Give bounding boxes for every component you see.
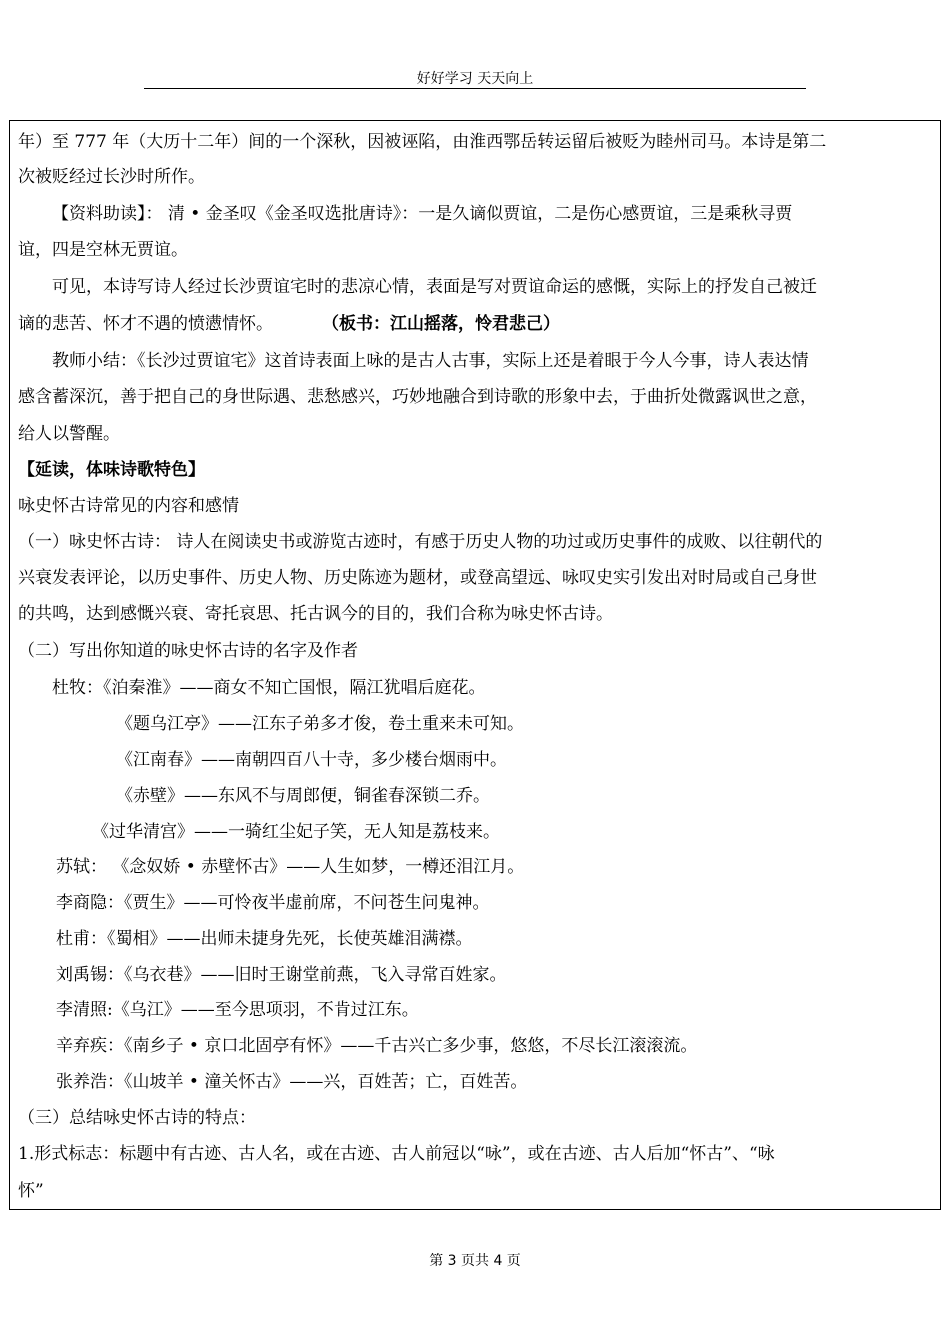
text-line: 怀”: [18, 1181, 44, 1201]
text-line: 给人以警醒。: [18, 424, 120, 444]
board-note: （板书：江山摇落，怜君悲己）: [322, 314, 560, 334]
text-line: 教师小结：《长沙过贾谊宅》这首诗表面上咏的是古人古事，实际上还是着眼于今人今事，诗人表达情: [52, 351, 809, 371]
text-line: 感含蓄深沉，善于把自己的身世际遇、悲愁感兴，巧妙地融合到诗歌的形象中去，于曲折处微露讽世之意，: [18, 387, 817, 407]
poem-line: 刘禹锡：《乌衣巷》——旧时王谢堂前燕，飞入寻常百姓家。: [56, 965, 507, 985]
poem-line: 辛弃疾：《南乡子 • 京口北固亭有怀》——千古兴亡多少事，悠悠，不尽长江滚滚流。: [56, 1036, 698, 1056]
text-line: 年）至 777 年（大历十二年）间的一个深秋，因被诬陷，由淮西鄂岳转运留后被贬为睦州司马。本诗是第二: [18, 132, 827, 152]
text-line: 次被贬经过长沙时所作。: [18, 167, 205, 187]
text-line: （一）咏史怀古诗： 诗人在阅读史书或游览古迹时，有感于历史人物的功过或历史事件的成败、以往朝代的: [18, 532, 823, 552]
poem-line: 杜牧：《泊秦淮》——商女不知亡国恨，隔江犹唱后庭花。: [52, 678, 486, 698]
page-number: 第 3 页共 4 页: [429, 1253, 521, 1269]
text-line: 1.形式标志：标题中有古迹、古人名，或在古迹、古人前冠以“咏”，或在古迹、古人后加“怀古”、“咏: [18, 1144, 775, 1164]
header-rule: [144, 88, 806, 89]
poem-line: 杜甫：《蜀相》——出师未捷身先死，长使英雄泪满襟。: [56, 929, 473, 949]
poem-line: 李清照:《乌江》——至今思项羽，不肯过江东。: [56, 1000, 419, 1020]
text-line: 谪的悲苦、怀才不遇的愤懑情怀。: [18, 314, 273, 334]
text-line: 可见，本诗写诗人经过长沙贾谊宅时的悲凉心情，表面是写对贾谊命运的感慨，实际上的抒发自己被迁: [52, 277, 817, 297]
text-line: （二）写出你知道的咏史怀古诗的名字及作者: [18, 641, 358, 661]
section-heading: 【延读，体味诗歌特色】: [18, 460, 205, 480]
poem-line: 《江南春》——南朝四百八十寺，多少楼台烟雨中。: [116, 750, 507, 770]
poem-line: 李商隐：《贾生》——可怜夜半虚前席，不问苍生问鬼神。: [56, 893, 490, 913]
page-header: 好好学习 天天向上: [416, 71, 534, 87]
poem-line: 张养浩：《山坡羊 • 潼关怀古》——兴，百姓苦；亡，百姓苦。: [56, 1072, 528, 1092]
text-line: 咏史怀古诗常见的内容和感情: [18, 496, 239, 516]
poem-line: 《赤壁》——东风不与周郎便，铜雀春深锁二乔。: [116, 786, 490, 806]
text-line: 兴衰发表评论，以历史事件、历史人物、历史陈迹为题材，或登高望远、咏叹史实引发出对时局或自己身世: [18, 568, 817, 588]
poem-line: 《题乌江亭》——江东子弟多才俊，卷土重来未可知。: [116, 714, 524, 734]
text-line: （三）总结咏史怀古诗的特点：: [18, 1108, 256, 1128]
poem-line: 苏轼： 《念奴娇 • 赤壁怀古》——人生如梦，一樽还泪江月。: [56, 857, 525, 877]
text-line: 谊，四是空林无贾谊。: [18, 240, 188, 260]
poem-line: 《过华清宫》——一骑红尘妃子笑，无人知是荔枝来。: [92, 822, 500, 842]
text-line: 【资料助读】： 清 • 金圣叹《金圣叹选批唐诗》：一是久谪似贾谊，二是伤心感贾谊，三是乘秋寻贾: [52, 204, 793, 224]
text-line: 的共鸣，达到感慨兴衰、寄托哀思、托古讽今的目的，我们合称为咏史怀古诗。: [18, 604, 613, 624]
